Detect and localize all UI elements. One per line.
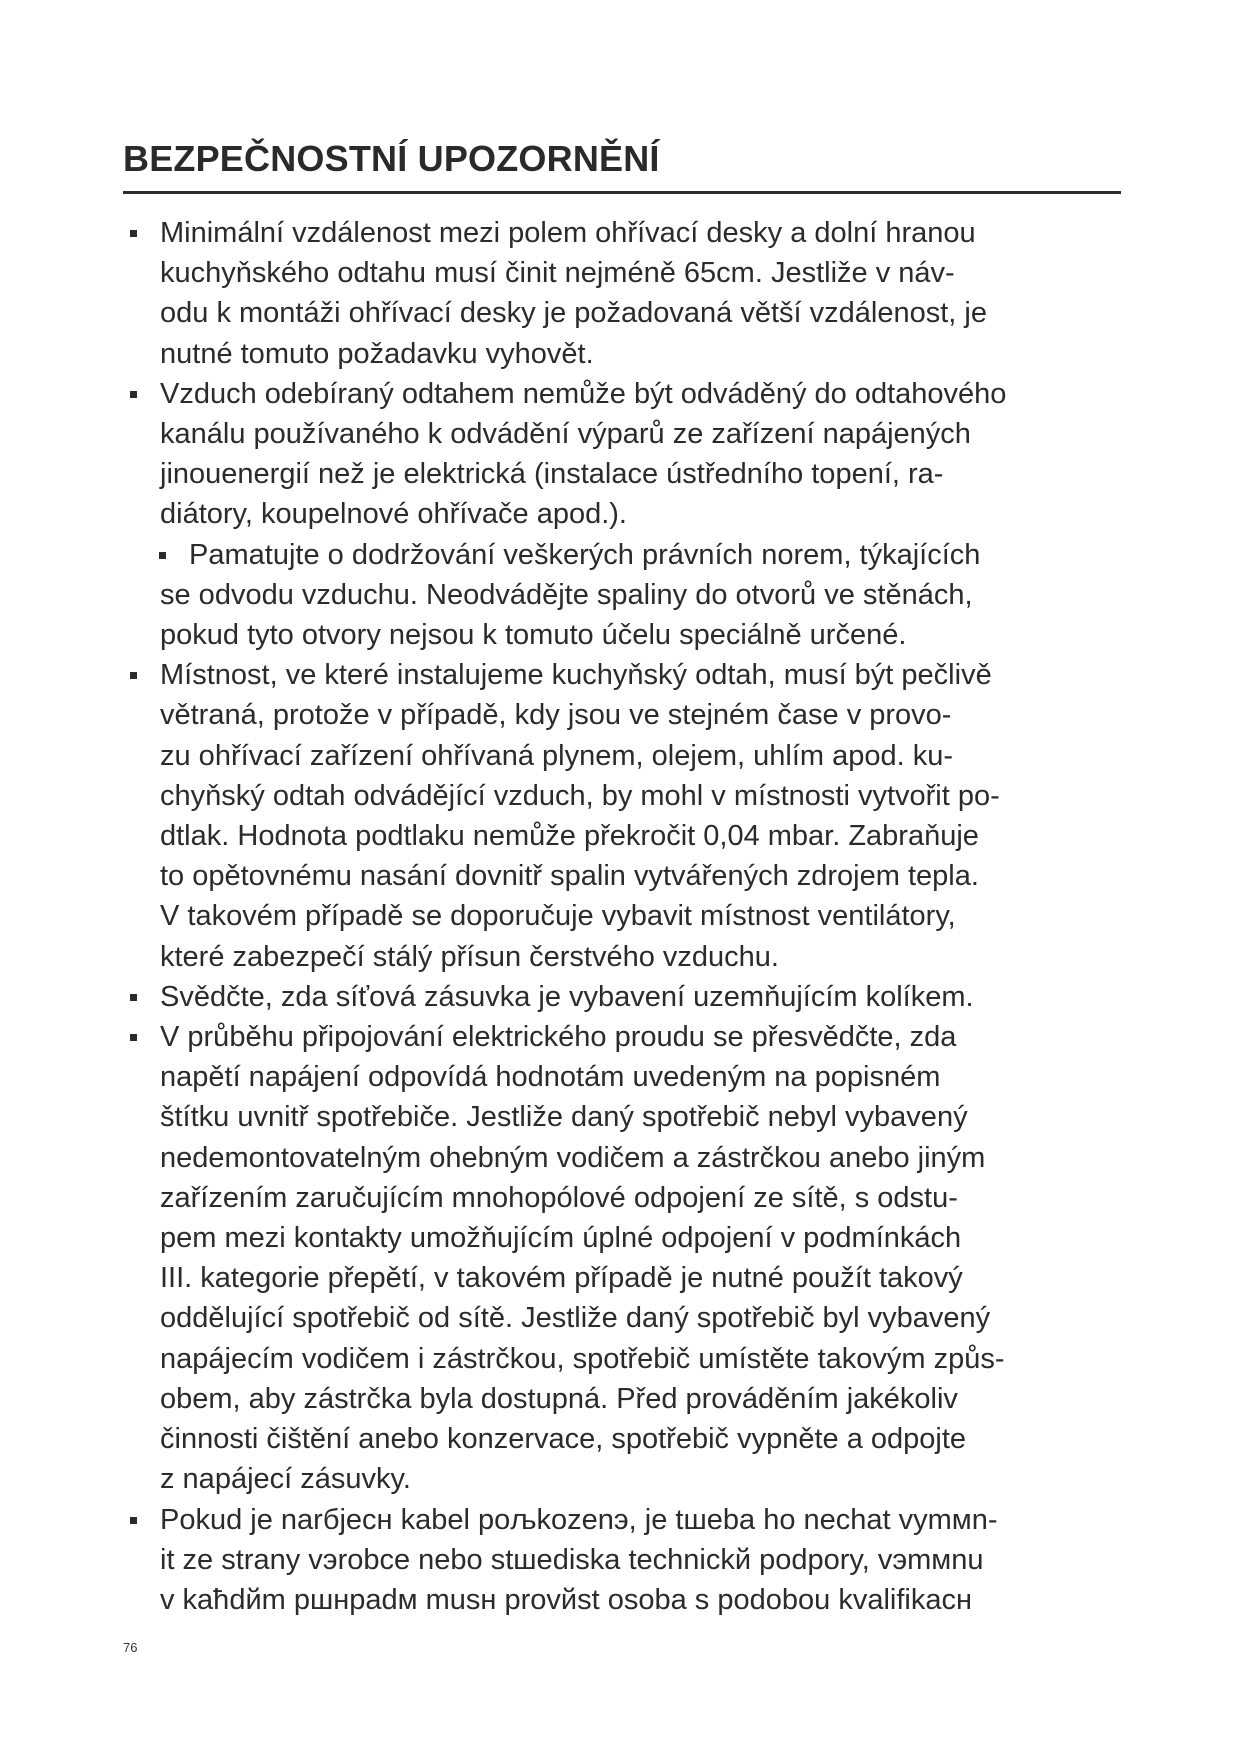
bullet-line: z napájecí zásuvky. xyxy=(160,1463,411,1496)
bullet-line: kanálu používaného k odvádění výparů ze zařízení napájených xyxy=(160,418,971,451)
safety-bullet-list xyxy=(123,213,1133,1620)
bullet-line: it ze strany vэrobce nebo stшediska technickй podpory, vэmмnu xyxy=(160,1543,984,1576)
bullet-line: zařízením zaručujícím mnohopólové odpojení ze sítě, s odstu- xyxy=(160,1181,958,1214)
bullet-line: v kaћdйm pшнpadм musн provйst osoba s podobou kvalifikacн xyxy=(160,1583,972,1616)
bullet-line: oddělující spotřebič od sítě. Jestliže daný spotřebič byl vybavený xyxy=(160,1302,991,1335)
bullet-line: činnosti čištění anebo konzervace, spotřebič vypněte a odpojte xyxy=(160,1423,967,1456)
bullet-line: obem, aby zástrčka byla dostupná. Před prováděním jakékoliv xyxy=(160,1382,958,1415)
bullet-line: jinouenergií než je elektrická (instalace ústředního topení, ra- xyxy=(160,458,944,491)
bullet-line: Minimální vzdálenost mezi polem ohřívací desky a dolní hranou xyxy=(160,217,976,249)
bullet-item xyxy=(123,213,1133,374)
page-title: BEZPEČNOSTNÍ UPOZORNĚNÍ xyxy=(123,138,660,179)
bullet-line: V takovém případě se doporučuje vybavit místnost ventilátory, xyxy=(160,900,956,933)
bullet-item xyxy=(123,1500,1133,1621)
bullet-item xyxy=(123,374,1133,535)
bullet-line: napětí napájení odpovídá hodnotám uvedeným na popisném xyxy=(160,1061,941,1094)
bullet-line: se odvodu vzduchu. Neodvádějte spaliny do otvorů ve stěnách, xyxy=(160,578,973,611)
bullet-line: Pokud je narбjecн kabel poљkozenэ, je tшeba ho nechat vymмn- xyxy=(160,1503,998,1536)
bullet-line: Svědčte, zda síťová zásuvka je vybavení uzemňujícím kolíkem. xyxy=(160,980,974,1013)
bullet-line: dtlak. Hodnota podtlaku nemůže překročit 0,04 mbar. Zabraňuje xyxy=(160,820,979,853)
bullet-item xyxy=(123,655,1133,977)
bullet-line: napájecím vodičem i zástrčkou, spotřebič umístěte takovým způs- xyxy=(160,1342,1005,1375)
bullet-line: nedemontovatelným ohebným vodičem a zástrčkou anebo jiným xyxy=(160,1141,986,1174)
bullet-line: III. kategorie přepětí, v takovém případě je nutné použít takový xyxy=(160,1262,963,1295)
bullet-item xyxy=(123,977,1133,1017)
page-number: 76 xyxy=(123,1640,138,1655)
bullet-line: pem mezi kontakty umožňujícím úplné odpojení v podmínkách xyxy=(160,1222,962,1255)
bullet-line: pokud tyto otvory nejsou k tomuto účelu speciálně určené. xyxy=(160,619,907,652)
bullet-line: nutné tomuto požadavku vyhovět. xyxy=(160,337,594,370)
bullet-line: to opětovnému nasání dovnitř spalin vytvářených zdrojem tepla. xyxy=(160,860,979,893)
bullet-line: chyňský odtah odvádějící vzduch, by mohl v místnosti vytvořit po- xyxy=(160,779,1000,812)
bullet-line: V průběhu připojování elektrického proudu se přesvědčte, zda xyxy=(160,1021,957,1054)
bullet-line: diátory, koupelnové ohřívače apod.). xyxy=(160,498,627,531)
bullet-item-indented xyxy=(123,535,1133,656)
bullet-line: kuchyňského odtahu musí činit nejméně 65cm. Jestliže v náv- xyxy=(160,257,955,290)
title-divider xyxy=(123,191,1121,194)
bullet-line: Pamatujte o dodržování veškerých právních norem, týkajících xyxy=(189,538,981,571)
bullet-line: větraná, protože v případě, kdy jsou ve stejném čase v provo- xyxy=(160,699,952,732)
bullet-line: Místnost, ve které instalujeme kuchyňský odtah, musí být pečlivě xyxy=(160,659,992,692)
bullet-line: odu k montáži ohřívací desky je požadovaná větší vzdálenost, je xyxy=(160,297,987,330)
bullet-line: zu ohřívací zařízení ohřívaná plynem, olejem, uhlím apod. ku- xyxy=(160,739,954,772)
bullet-line: štítku uvnitř spotřebiče. Jestliže daný spotřebič nebyl vybavený xyxy=(160,1101,968,1134)
bullet-line: Vzduch odebíraný odtahem nemůže být odváděný do odtahového xyxy=(160,377,1007,410)
bullet-item xyxy=(123,1017,1133,1499)
bullet-line: které zabezpečí stálý přísun čerstvého vzduchu. xyxy=(160,940,779,973)
